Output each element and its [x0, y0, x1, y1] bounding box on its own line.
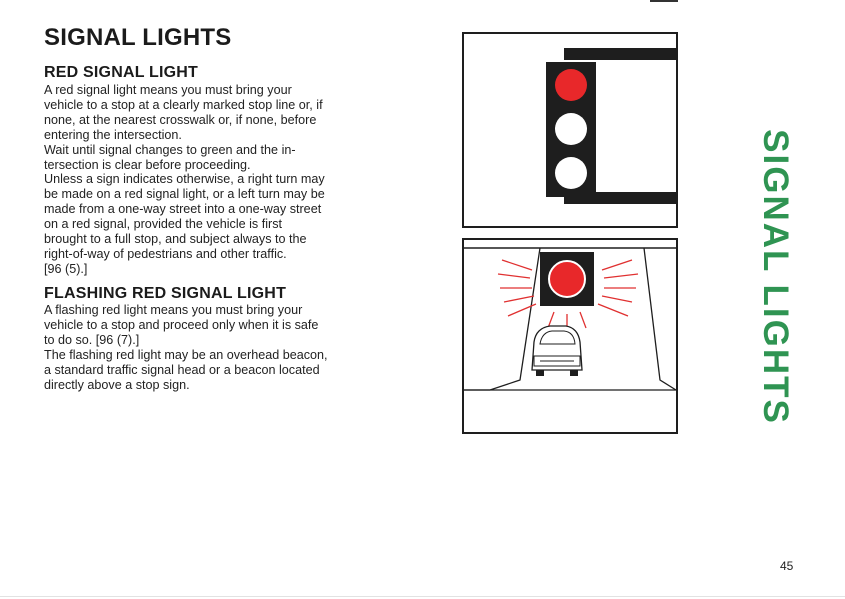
text-line: tersection is clear before proceeding.	[44, 157, 251, 172]
page-title: SIGNAL LIGHTS	[44, 24, 232, 51]
text-line: The flashing red light may be an overhead beacon,	[44, 347, 328, 362]
text-line: Wait until signal changes to green and the in-	[44, 142, 296, 157]
text-line: directly above a stop sign.	[44, 377, 190, 392]
text-line: Unless a sign indicates otherwise, a right turn may	[44, 172, 325, 187]
text-line: A flashing red light means you must bring your	[44, 303, 303, 317]
text-line: on a red signal, provided the vehicle is first	[44, 217, 283, 232]
text-line: to do so. [96 (7).]	[44, 332, 140, 347]
flashing-red-heading: FLASHING RED SIGNAL LIGHT	[44, 285, 287, 302]
text-line: none, at the nearest crosswalk or, if none, before	[44, 112, 317, 127]
text-line: [96 (5).]	[44, 261, 88, 276]
text-line: be made on a red signal light, or a left turn may be	[44, 187, 325, 202]
flashing-red-body	[44, 303, 384, 392]
page-number: 45	[780, 559, 794, 573]
flashing-red-beacon-icon	[462, 238, 678, 434]
top-rule	[650, 0, 678, 2]
sidebar-title: SIGNAL LIGHTS	[756, 129, 795, 425]
page-edge	[0, 596, 845, 597]
text-line: a standard traffic signal head or a beacon located	[44, 362, 320, 377]
red-signal-body	[44, 83, 384, 277]
text-line: made from a one-way street into a one-way street	[44, 202, 322, 217]
text-line: A red signal light means you must bring your	[44, 83, 292, 97]
text-line: right-of-way of pedestrians and other traffic.	[44, 246, 287, 261]
text-line: entering the intersection.	[44, 127, 182, 142]
text-line: vehicle to a stop at a clearly marked stop line or, if	[44, 97, 323, 112]
text-line: vehicle to a stop and proceed only when it is safe	[44, 317, 319, 332]
traffic-signal-red-icon	[462, 32, 678, 228]
red-signal-heading: RED SIGNAL LIGHT	[44, 64, 199, 81]
text-line: brought to a full stop, and subject always to the	[44, 232, 307, 247]
